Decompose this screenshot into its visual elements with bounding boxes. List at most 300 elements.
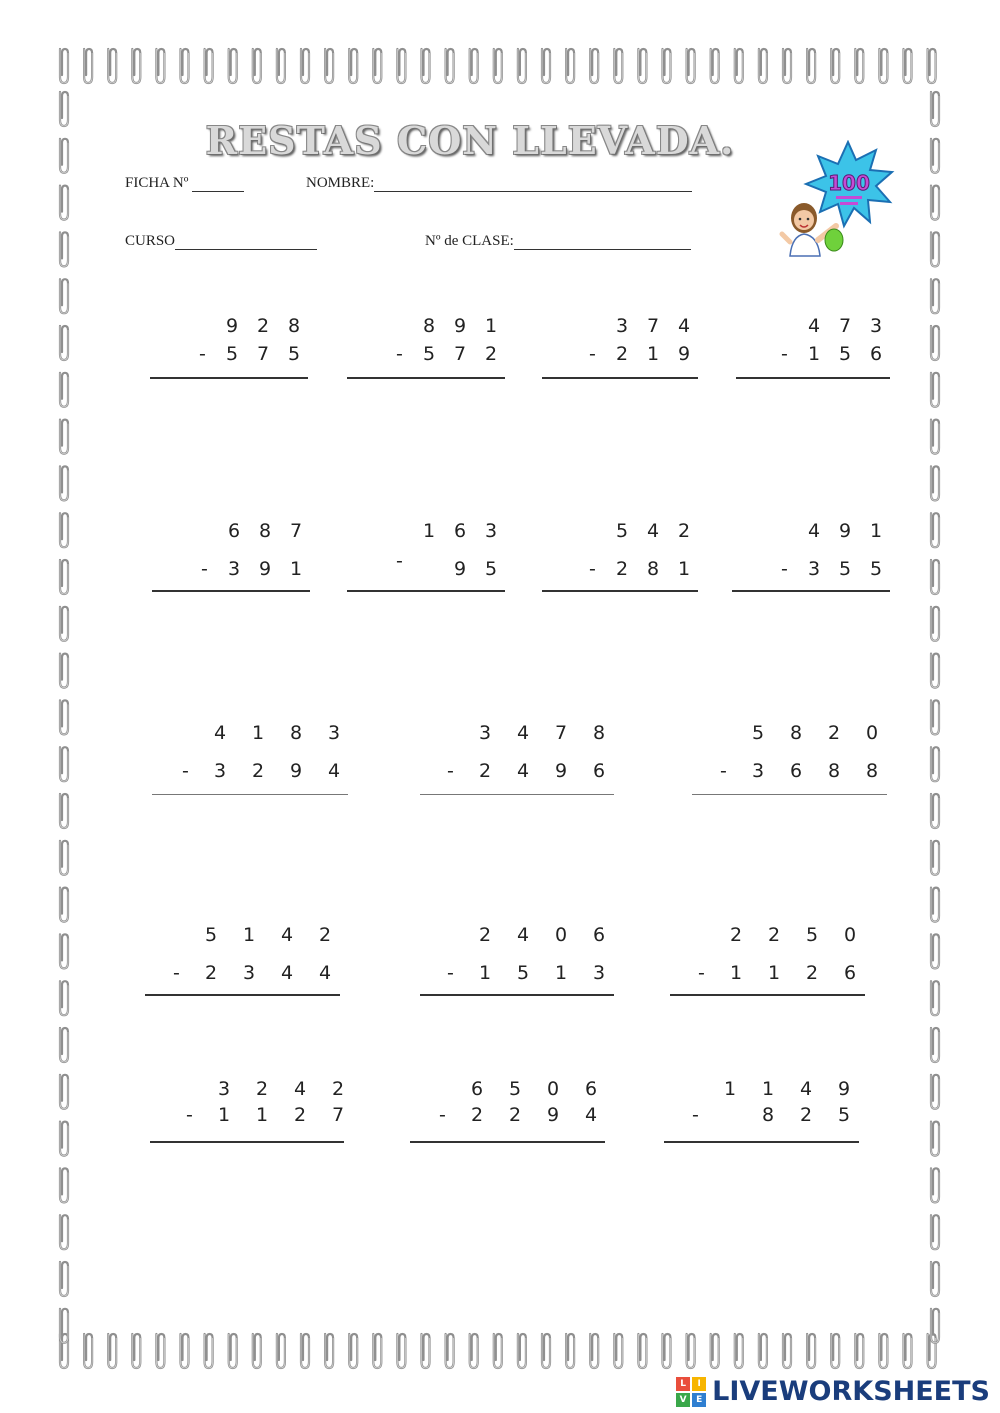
paperclip-icon bbox=[855, 1334, 863, 1368]
nombre-blank[interactable] bbox=[374, 177, 692, 192]
paperclip-icon bbox=[132, 49, 140, 83]
paperclip-icon bbox=[807, 1334, 815, 1368]
digit: 5 bbox=[517, 962, 530, 984]
subtraction-problem bbox=[420, 924, 615, 1000]
paperclip-icon bbox=[711, 1334, 719, 1368]
paperclip-icon bbox=[931, 1309, 939, 1343]
digit: 2 bbox=[800, 1104, 813, 1126]
paperclip-icon bbox=[373, 49, 381, 83]
answer-line[interactable] bbox=[150, 377, 308, 379]
answer-line[interactable] bbox=[670, 994, 865, 996]
minus-sign: - bbox=[396, 343, 403, 365]
paperclip-icon bbox=[931, 888, 939, 922]
digit: 1 bbox=[647, 343, 660, 365]
paperclip-icon bbox=[60, 1168, 68, 1202]
paperclip-icon bbox=[277, 1334, 285, 1368]
answer-line[interactable] bbox=[736, 377, 890, 379]
celebration-badge bbox=[778, 140, 898, 270]
paperclip-icon bbox=[60, 1262, 68, 1296]
paperclip-icon bbox=[60, 373, 68, 407]
paperclip-icon bbox=[518, 1334, 526, 1368]
paperclip-icon bbox=[229, 1334, 237, 1368]
digit: 1 bbox=[730, 962, 743, 984]
ficha-label: FICHA Nº bbox=[125, 175, 189, 191]
digit: 2 bbox=[509, 1104, 522, 1126]
digit: 6 bbox=[870, 343, 883, 365]
digit: 6 bbox=[471, 1078, 484, 1100]
subtraction-problem bbox=[145, 924, 341, 1000]
curso-blank[interactable] bbox=[175, 235, 317, 250]
digit: 7 bbox=[290, 520, 303, 542]
paperclip-icon bbox=[253, 1334, 261, 1368]
paperclip-icon bbox=[931, 1215, 939, 1249]
paperclip-icon bbox=[590, 49, 598, 83]
digit: 2 bbox=[257, 315, 270, 337]
paperclip-icon bbox=[931, 841, 939, 875]
digit: 4 bbox=[585, 1104, 598, 1126]
paperclip-icon bbox=[879, 49, 887, 83]
minus-sign: - bbox=[173, 962, 180, 984]
paperclip-icon bbox=[928, 49, 936, 83]
digit: 8 bbox=[288, 315, 301, 337]
digit: 3 bbox=[479, 722, 492, 744]
paperclip-icon bbox=[108, 1334, 116, 1368]
paperclip-icon bbox=[373, 1334, 381, 1368]
paperclip-icon bbox=[60, 1075, 68, 1109]
paperclip-icon bbox=[108, 49, 116, 83]
paperclip-icon bbox=[928, 1334, 936, 1368]
answer-line[interactable] bbox=[150, 1141, 344, 1143]
digit: 4 bbox=[281, 962, 294, 984]
digit: 0 bbox=[866, 722, 879, 744]
minuend-row bbox=[145, 924, 341, 948]
minus-sign: - bbox=[720, 760, 727, 782]
paperclip-icon bbox=[711, 49, 719, 83]
digit: 0 bbox=[547, 1078, 560, 1100]
clase-blank[interactable] bbox=[514, 235, 691, 250]
digit: 1 bbox=[252, 722, 265, 744]
digit: 3 bbox=[593, 962, 606, 984]
paperclip-icon bbox=[60, 700, 68, 734]
digit: 1 bbox=[870, 520, 883, 542]
subtraction-problem bbox=[150, 315, 310, 383]
footer-brand: LIVEWORKSHEETS bbox=[712, 1376, 990, 1407]
digit: 0 bbox=[844, 924, 857, 946]
digit: 4 bbox=[294, 1078, 307, 1100]
digit: 5 bbox=[288, 343, 301, 365]
digit: 7 bbox=[647, 315, 660, 337]
paperclip-icon bbox=[931, 981, 939, 1015]
paperclip-icon bbox=[205, 1334, 213, 1368]
paperclip-icon bbox=[542, 1334, 550, 1368]
minus-sign: - bbox=[781, 558, 788, 580]
digit: 3 bbox=[243, 962, 256, 984]
minus-sign: - bbox=[447, 760, 454, 782]
clase-label: Nº de CLASE: bbox=[425, 233, 514, 249]
paperclip-icon bbox=[60, 232, 68, 266]
minuend-row bbox=[347, 520, 507, 544]
clase-field[interactable] bbox=[425, 233, 691, 250]
digit: 4 bbox=[517, 924, 530, 946]
digit: 5 bbox=[752, 722, 765, 744]
digit: 9 bbox=[678, 343, 691, 365]
digit: 7 bbox=[257, 343, 270, 365]
digit: 3 bbox=[228, 558, 241, 580]
digit: 6 bbox=[454, 520, 467, 542]
paperclip-icon bbox=[931, 1262, 939, 1296]
minuend-row bbox=[150, 315, 310, 339]
paperclip-icon bbox=[931, 934, 939, 968]
digit: 5 bbox=[838, 1104, 851, 1126]
paperclip-icon bbox=[470, 49, 478, 83]
digit: 3 bbox=[808, 558, 821, 580]
answer-line[interactable] bbox=[542, 377, 698, 379]
digit: 9 bbox=[547, 1104, 560, 1126]
minus-sign: - bbox=[396, 550, 403, 572]
nombre-field[interactable] bbox=[306, 175, 692, 192]
digit: 5 bbox=[226, 343, 239, 365]
logo-letter-i: I bbox=[692, 1377, 706, 1391]
paperclip-icon bbox=[422, 49, 430, 83]
paperclip-icon bbox=[60, 981, 68, 1015]
paperclip-icon bbox=[931, 700, 939, 734]
paperclip-icon bbox=[687, 1334, 695, 1368]
paperclip-icon bbox=[60, 1309, 68, 1343]
paperclip-icon bbox=[253, 49, 261, 83]
minuend-row bbox=[670, 924, 866, 948]
digit: 5 bbox=[839, 343, 852, 365]
minus-sign: - bbox=[182, 760, 189, 782]
paperclip-icon bbox=[349, 1334, 357, 1368]
digit: 4 bbox=[281, 924, 294, 946]
subtraction-problem bbox=[732, 520, 892, 596]
subtrahend-row bbox=[152, 558, 312, 582]
digit: 1 bbox=[479, 962, 492, 984]
answer-line[interactable] bbox=[145, 994, 340, 996]
curso-field[interactable] bbox=[125, 233, 317, 250]
paperclip-icon bbox=[349, 49, 357, 83]
paperclip-icon bbox=[931, 466, 939, 500]
digit: 5 bbox=[509, 1078, 522, 1100]
paperclip-icon bbox=[931, 794, 939, 828]
paperclip-icon bbox=[301, 49, 309, 83]
answer-line[interactable] bbox=[152, 794, 348, 795]
digit: 8 bbox=[762, 1104, 775, 1126]
paperclip-icon bbox=[60, 49, 68, 83]
minuend-row bbox=[150, 1078, 354, 1102]
ficha-field[interactable] bbox=[125, 175, 244, 192]
paperclip-icon bbox=[470, 1334, 478, 1368]
paperclip-icon bbox=[687, 49, 695, 83]
digit: 9 bbox=[290, 760, 303, 782]
logo-letter-v: V bbox=[676, 1393, 690, 1407]
digit: 2 bbox=[828, 722, 841, 744]
digit: 3 bbox=[218, 1078, 231, 1100]
digit: 3 bbox=[214, 760, 227, 782]
paperclip-icon bbox=[60, 186, 68, 220]
digit: 4 bbox=[214, 722, 227, 744]
answer-line[interactable] bbox=[152, 590, 310, 592]
paperclip-icon bbox=[60, 560, 68, 594]
digit: 3 bbox=[752, 760, 765, 782]
paperclip-icon bbox=[325, 1334, 333, 1368]
minuend-row bbox=[542, 520, 700, 544]
digit: 6 bbox=[790, 760, 803, 782]
digit: 7 bbox=[839, 315, 852, 337]
liveworksheets-logo-icon bbox=[676, 1377, 706, 1407]
minuend-row bbox=[152, 722, 350, 746]
paperclip-icon bbox=[931, 279, 939, 313]
minuend-row bbox=[736, 315, 892, 339]
subtraction-problem bbox=[692, 722, 888, 800]
minuend-row bbox=[664, 1078, 860, 1102]
logo-letter-e: E bbox=[692, 1393, 706, 1407]
subtraction-problem bbox=[664, 1078, 860, 1147]
answer-line[interactable] bbox=[692, 794, 887, 795]
paperclip-icon bbox=[931, 654, 939, 688]
minuend-row bbox=[732, 520, 892, 544]
digit: 9 bbox=[259, 558, 272, 580]
digit: 4 bbox=[808, 520, 821, 542]
subtraction-problem bbox=[420, 722, 615, 800]
paperclip-icon bbox=[84, 1334, 92, 1368]
paperclip-icon bbox=[931, 1075, 939, 1109]
paperclip-icon bbox=[156, 49, 164, 83]
digit: 8 bbox=[290, 722, 303, 744]
digit: 4 bbox=[678, 315, 691, 337]
digit: 1 bbox=[290, 558, 303, 580]
paperclip-icon bbox=[60, 466, 68, 500]
ficha-blank[interactable] bbox=[192, 177, 244, 192]
digit: 5 bbox=[485, 558, 498, 580]
subtrahend-row bbox=[732, 558, 892, 582]
subtrahend-row bbox=[150, 1104, 354, 1128]
minus-sign: - bbox=[447, 962, 454, 984]
badge-text: 100 bbox=[828, 171, 870, 195]
subtraction-problem bbox=[542, 315, 700, 383]
answer-line[interactable] bbox=[410, 1141, 605, 1143]
digit: 2 bbox=[319, 924, 332, 946]
digit: 2 bbox=[252, 760, 265, 782]
digit: 8 bbox=[828, 760, 841, 782]
minuend-row bbox=[420, 924, 615, 948]
minus-sign: - bbox=[589, 343, 596, 365]
paperclip-icon bbox=[904, 49, 912, 83]
paperclip-icon bbox=[397, 1334, 405, 1368]
paperclip-icon bbox=[831, 49, 839, 83]
digit: 2 bbox=[479, 924, 492, 946]
digit: 2 bbox=[678, 520, 691, 542]
digit: 2 bbox=[806, 962, 819, 984]
digit: 5 bbox=[423, 343, 436, 365]
paperclip-icon bbox=[181, 49, 189, 83]
digit: 2 bbox=[616, 343, 629, 365]
digit: 4 bbox=[647, 520, 660, 542]
digit: 9 bbox=[226, 315, 239, 337]
digit: 2 bbox=[479, 760, 492, 782]
subtrahend-row bbox=[542, 558, 700, 582]
digit: 8 bbox=[423, 315, 436, 337]
paperclip-icon bbox=[931, 1122, 939, 1156]
digit: 6 bbox=[844, 962, 857, 984]
paperclip-icon bbox=[783, 49, 791, 83]
digit: 2 bbox=[616, 558, 629, 580]
answer-line[interactable] bbox=[347, 590, 505, 592]
paperclip-icon bbox=[60, 747, 68, 781]
minus-sign: - bbox=[692, 1104, 699, 1126]
digit: 7 bbox=[454, 343, 467, 365]
digit: 3 bbox=[870, 315, 883, 337]
liveworksheets-footer bbox=[676, 1376, 990, 1407]
paperclip-icon bbox=[60, 513, 68, 547]
digit: 4 bbox=[808, 315, 821, 337]
paperclip-icon bbox=[931, 232, 939, 266]
subtraction-problem bbox=[347, 520, 507, 596]
paperclip-icon bbox=[663, 1334, 671, 1368]
paperclip-icon bbox=[566, 49, 574, 83]
minus-sign: - bbox=[439, 1104, 446, 1126]
digit: 8 bbox=[647, 558, 660, 580]
minus-sign: - bbox=[781, 343, 788, 365]
paperclip-icon bbox=[614, 1334, 622, 1368]
curso-label: CURSO bbox=[125, 233, 176, 249]
paperclip-icon bbox=[60, 607, 68, 641]
paperclip-icon bbox=[156, 1334, 164, 1368]
digit: 3 bbox=[616, 315, 629, 337]
digit: 8 bbox=[259, 520, 272, 542]
subtrahend-row bbox=[542, 343, 700, 367]
paperclip-icon bbox=[60, 1334, 68, 1368]
paperclip-icon bbox=[638, 49, 646, 83]
answer-line[interactable] bbox=[542, 590, 698, 592]
digit: 4 bbox=[517, 722, 530, 744]
paperclip-icon bbox=[931, 747, 939, 781]
answer-line[interactable] bbox=[732, 590, 890, 592]
paperclip-icon bbox=[205, 49, 213, 83]
minus-sign: - bbox=[199, 343, 206, 365]
subtraction-problem bbox=[670, 924, 866, 1000]
digit: 7 bbox=[555, 722, 568, 744]
digit: 5 bbox=[616, 520, 629, 542]
digit: 4 bbox=[319, 962, 332, 984]
digit: 5 bbox=[806, 924, 819, 946]
paperclip-icon bbox=[904, 1334, 912, 1368]
subtraction-problem bbox=[150, 1078, 354, 1147]
paperclip-icon bbox=[566, 1334, 574, 1368]
digit: 2 bbox=[768, 924, 781, 946]
digit: 2 bbox=[294, 1104, 307, 1126]
paperclip-icon bbox=[831, 1334, 839, 1368]
paperclip-icon bbox=[397, 49, 405, 83]
paperclip-icon bbox=[446, 1334, 454, 1368]
digit: 1 bbox=[218, 1104, 231, 1126]
digit: 2 bbox=[205, 962, 218, 984]
paperclip-icon bbox=[494, 1334, 502, 1368]
paperclip-icon bbox=[590, 1334, 598, 1368]
digit: 1 bbox=[678, 558, 691, 580]
digit: 8 bbox=[593, 722, 606, 744]
nombre-label: NOMBRE: bbox=[306, 175, 375, 191]
digit: 1 bbox=[724, 1078, 737, 1100]
digit: 4 bbox=[517, 760, 530, 782]
digit: 6 bbox=[593, 760, 606, 782]
paperclip-icon bbox=[931, 420, 939, 454]
paperclip-icon bbox=[638, 1334, 646, 1368]
paperclip-icon bbox=[931, 326, 939, 360]
paperclip-icon bbox=[446, 49, 454, 83]
minus-sign: - bbox=[201, 558, 208, 580]
digit: 9 bbox=[839, 520, 852, 542]
answer-line[interactable] bbox=[420, 794, 614, 795]
logo-letter-l: L bbox=[676, 1377, 690, 1391]
paperclip-icon bbox=[931, 607, 939, 641]
digit: 9 bbox=[838, 1078, 851, 1100]
paperclip-icon bbox=[759, 1334, 767, 1368]
digit: 2 bbox=[730, 924, 743, 946]
paperclip-icon bbox=[60, 1028, 68, 1062]
answer-line[interactable] bbox=[347, 377, 505, 379]
subtrahend-row bbox=[150, 343, 310, 367]
paperclip-icon bbox=[60, 888, 68, 922]
paperclip-icon bbox=[181, 1334, 189, 1368]
digit: 1 bbox=[485, 315, 498, 337]
digit: 2 bbox=[332, 1078, 345, 1100]
digit: 6 bbox=[593, 924, 606, 946]
paperclip-icon bbox=[132, 1334, 140, 1368]
paperclip-icon bbox=[931, 1168, 939, 1202]
answer-line[interactable] bbox=[664, 1141, 859, 1143]
paperclip-icon bbox=[807, 49, 815, 83]
subtraction-problem bbox=[736, 315, 892, 383]
paperclip-icon bbox=[60, 794, 68, 828]
answer-line[interactable] bbox=[420, 994, 614, 996]
digit: 1 bbox=[762, 1078, 775, 1100]
paperclip-icon bbox=[494, 49, 502, 83]
woman-celebrating-icon bbox=[782, 203, 843, 256]
subtraction-problem bbox=[152, 520, 312, 596]
paperclip-icon bbox=[931, 1028, 939, 1062]
digit: 4 bbox=[328, 760, 341, 782]
paperclip-icon bbox=[277, 49, 285, 83]
paperclip-icon bbox=[60, 1215, 68, 1249]
digit: 9 bbox=[555, 760, 568, 782]
paperclip-icon bbox=[60, 1122, 68, 1156]
minus-sign: - bbox=[186, 1104, 193, 1126]
minuend-row bbox=[152, 520, 312, 544]
paperclip-icon bbox=[542, 49, 550, 83]
digit: 2 bbox=[485, 343, 498, 365]
paperclip-icon bbox=[84, 49, 92, 83]
digit: 1 bbox=[243, 924, 256, 946]
paperclip-icon bbox=[759, 49, 767, 83]
minuend-row bbox=[692, 722, 888, 746]
paperclip-icon bbox=[931, 373, 939, 407]
paperclip-icon bbox=[614, 49, 622, 83]
digit: 8 bbox=[866, 760, 879, 782]
digit: 1 bbox=[555, 962, 568, 984]
subtrahend-row bbox=[736, 343, 892, 367]
digit: 2 bbox=[471, 1104, 484, 1126]
paperclip-icon bbox=[783, 1334, 791, 1368]
paperclip-icon bbox=[518, 49, 526, 83]
subtraction-problem bbox=[152, 722, 350, 800]
subtraction-problem bbox=[347, 315, 507, 383]
subtraction-problem bbox=[542, 520, 700, 596]
minus-sign: - bbox=[589, 558, 596, 580]
minuend-row bbox=[410, 1078, 607, 1102]
paperclip-icon bbox=[422, 1334, 430, 1368]
digit: 5 bbox=[839, 558, 852, 580]
